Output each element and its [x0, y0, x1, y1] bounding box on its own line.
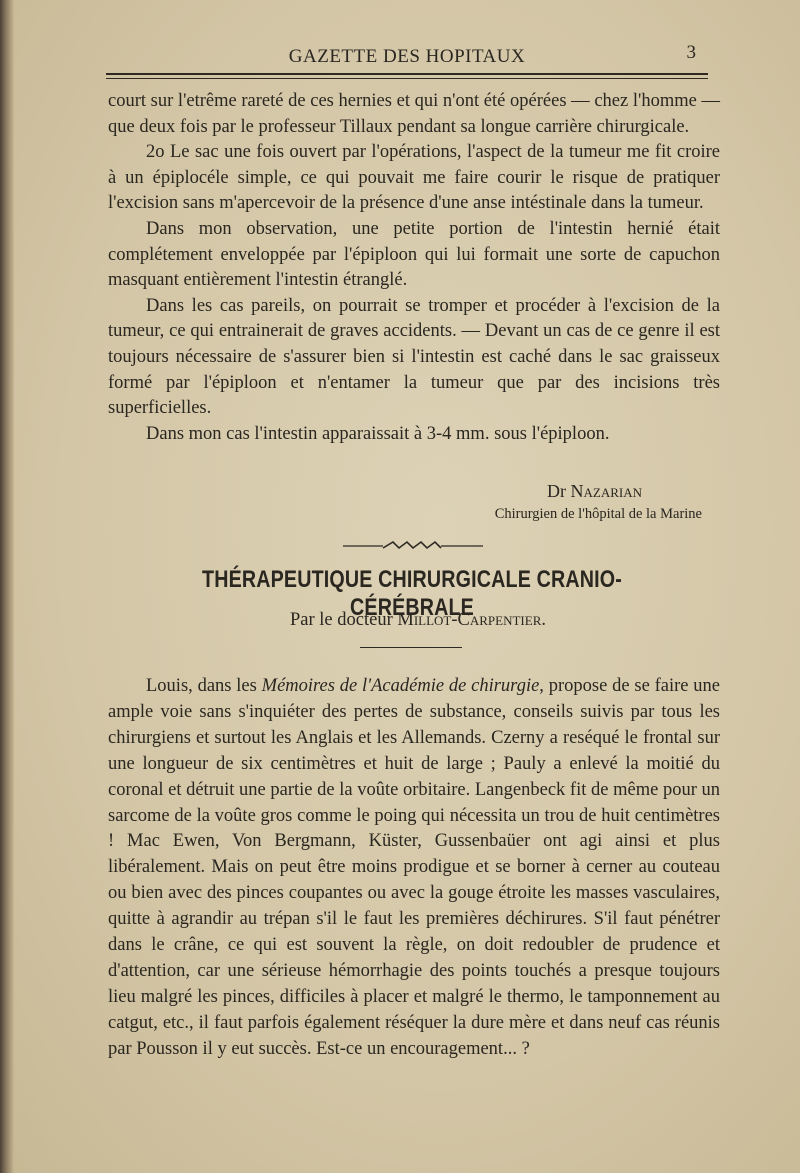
journal-title: Mémoires de l'Académie de chirurgie	[261, 676, 540, 696]
signature-prefix: Dr	[547, 481, 566, 501]
running-title: GAZETTE DES HOPITAUX	[288, 46, 526, 67]
book-spine-shadow	[0, 0, 14, 1173]
text-run: , propose de se faire une ample voie sans s'inquiéter des pertes de substance, conseils suivis par tous les chirurgiens et surtout les Anglais et les Allemands. Czerny a reséqué le frontal sur une longueur de six centimètres et huit de large ; Pauly a enlevé la moitié du coronal et détruit une partie de la voûte orbitaire. Langenbeck fit de même pour un sarcome de la voûte gros comme le poing qui nécessita un trou de huit centimètres ! Mac Ewen, Von Bergmann, Küster, Gussenbaüer ont agi ainsi et plus libéralement. Mais on peut être moins prodigue et se borner à cerner au couteau ou bien avec des pinces coupantes ou avec la gouge étroite les masses vasculaires, quitte à agrandir au trépan s'il le faut les premières déchirures. S'il faut pénétrer dans le crâne, ce qui est souvent la règle, on doit redoubler de prudence et d'attention, car une sérieuse hémorrhagie des points touchés a presque toujours lieu malgré les pinces, difficiles à placer et malgré le thermo, le tamponnement au catgut, etc., il faut parfois également réséquer la dure mère et dans neuf cas réunis par Pousson il y eut succès. Est-ce un encouragement... ?	[108, 676, 720, 1059]
signature-name: Nazarian	[570, 481, 642, 501]
paragraph: Dans mon cas l'intestin apparaissait à 3-4 mm. sous l'épiploon.	[146, 423, 610, 444]
author-signature	[547, 481, 642, 502]
paragraph: Dans les cas pareils, on pourrait se tromper et procéder à l'excision de la tumeur, ce qui entrainerait de graves accidents. — Devant un cas de ce genre il est toujours nécessaire de s'assurer bien si l'intestin est caché dans le sac graisseux formé par l'épiploon et n'entamer la tumeur que par des incisions très superficielles.	[108, 295, 720, 419]
paragraph: Dans mon observation, une petite portion de l'intestin hernié était complétement enveloppée par l'épiploon qui lui formait une sorte de capuchon masquant entièrement l'intestin étranglé.	[108, 218, 720, 291]
paragraph: 2o Le sac une fois ouvert par l'opérations, l'aspect de la tumeur me fit croire à un épiplocéle simple, ce qui pouvait me faire courir le risque de pratiquer l'excision sans m'apercevoir de la présence d'une anse intéstinale dans la tumeur.	[108, 142, 720, 214]
byline-author: Millot-Carpentier.	[397, 610, 546, 630]
header-rule-thick	[106, 73, 708, 75]
paragraph	[108, 674, 720, 1063]
page-number: 3	[686, 42, 696, 63]
article-title: THÉRAPEUTIQUE CHIRURGICALE CRANIO-CÉRÉBRALE	[202, 566, 622, 621]
article-body	[108, 674, 720, 1063]
continuation-text	[108, 89, 720, 447]
page-header	[106, 40, 708, 76]
article-byline	[106, 610, 730, 631]
byline-prefix: Par le docteur	[290, 610, 393, 630]
title-rule	[360, 647, 462, 648]
text-run: Louis, dans les	[146, 676, 262, 696]
section-ornament-icon	[343, 537, 483, 553]
header-rule-thin	[106, 78, 708, 79]
author-affiliation: Chirurgien de l'hôpital de la Marine	[494, 506, 702, 522]
paragraph: court sur l'etrême rareté de ces hernies et qui n'ont été opérées — chez l'homme — que deux fois par le professeur Tillaux pendant sa longue carrière chirurgicale.	[108, 91, 720, 137]
